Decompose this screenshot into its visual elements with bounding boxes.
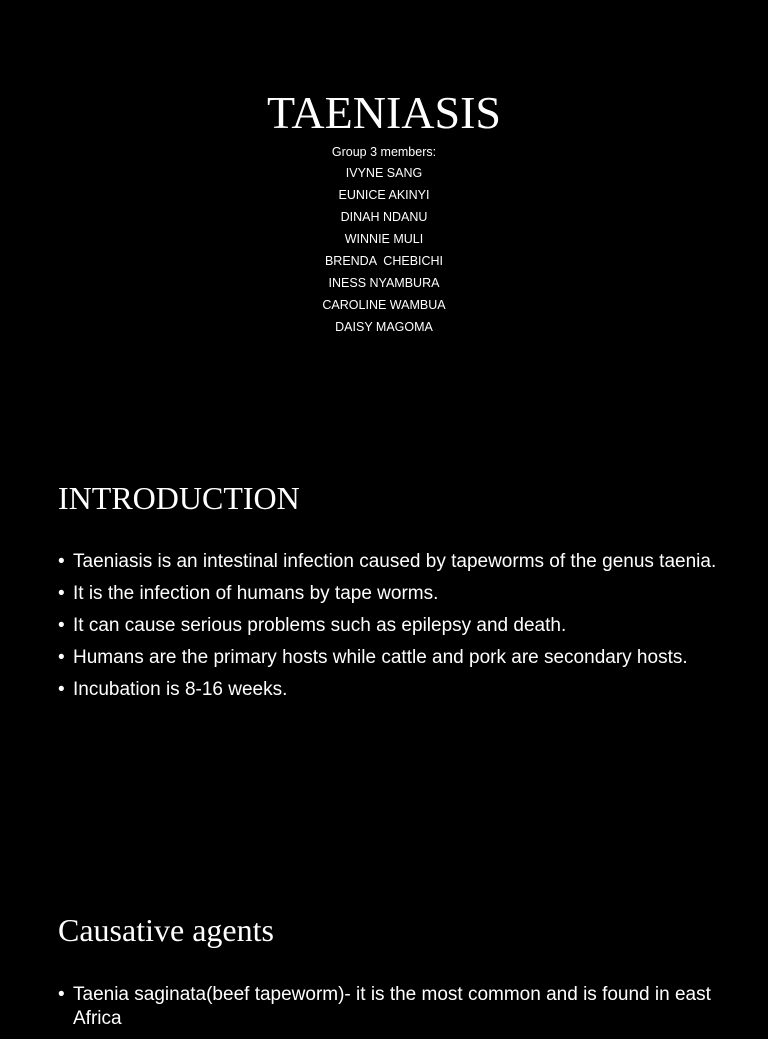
bullet-text: It can cause serious problems such as epilepsy and death. bbox=[73, 615, 567, 636]
bullet-text: Humans are the primary hosts while cattle and pork are secondary hosts. bbox=[73, 647, 688, 668]
bullet-dot: • bbox=[58, 984, 65, 1005]
bullet-text: Taeniasis is an intestinal infection caused by tapeworms of the genus taenia. bbox=[73, 551, 717, 572]
bullet-text: Taenia saginata(beef tapeworm)- it is the most common and is found in east Africa bbox=[73, 984, 711, 1029]
members-subtitle: Group 3 members: bbox=[331, 145, 437, 159]
bullet-text: It is the infection of humans by tape worms. bbox=[73, 583, 439, 604]
bullet-dot: • bbox=[58, 551, 65, 572]
introduction-slide bbox=[0, 384, 768, 896]
member-name: INESS NYAMBURA bbox=[328, 276, 440, 290]
members-list bbox=[0, 142, 768, 338]
bullet-dot: • bbox=[58, 583, 65, 604]
member-name: EUNICE AKINYI bbox=[338, 188, 430, 202]
page-title: TAENIASIS bbox=[267, 87, 501, 138]
causative-agents-bullets bbox=[58, 983, 718, 1039]
causative-agents-slide bbox=[0, 896, 768, 1029]
member-name: DINAH NDANU bbox=[340, 210, 428, 224]
bullet-dot: • bbox=[58, 647, 65, 668]
title-slide bbox=[0, 0, 768, 384]
bullet-dot: • bbox=[58, 615, 65, 636]
bullet-dot: • bbox=[58, 679, 65, 700]
bullet-item bbox=[58, 550, 718, 574]
bullet-item bbox=[58, 646, 718, 670]
member-name: WINNIE MULI bbox=[344, 232, 424, 246]
introduction-bullets bbox=[58, 550, 718, 710]
member-name: CAROLINE WAMBUA bbox=[322, 298, 446, 312]
bullet-item bbox=[58, 582, 718, 606]
member-name: BRENDA CHEBICHI bbox=[324, 254, 444, 268]
bullet-item bbox=[58, 678, 718, 702]
causative-agents-heading: Causative agents bbox=[58, 912, 274, 948]
bullet-text: Incubation is 8-16 weeks. bbox=[73, 679, 288, 700]
member-name: DAISY MAGOMA bbox=[335, 320, 433, 334]
member-name: IVYNE SANG bbox=[345, 166, 423, 180]
bullet-item bbox=[58, 614, 718, 638]
introduction-heading: INTRODUCTION bbox=[58, 480, 300, 516]
